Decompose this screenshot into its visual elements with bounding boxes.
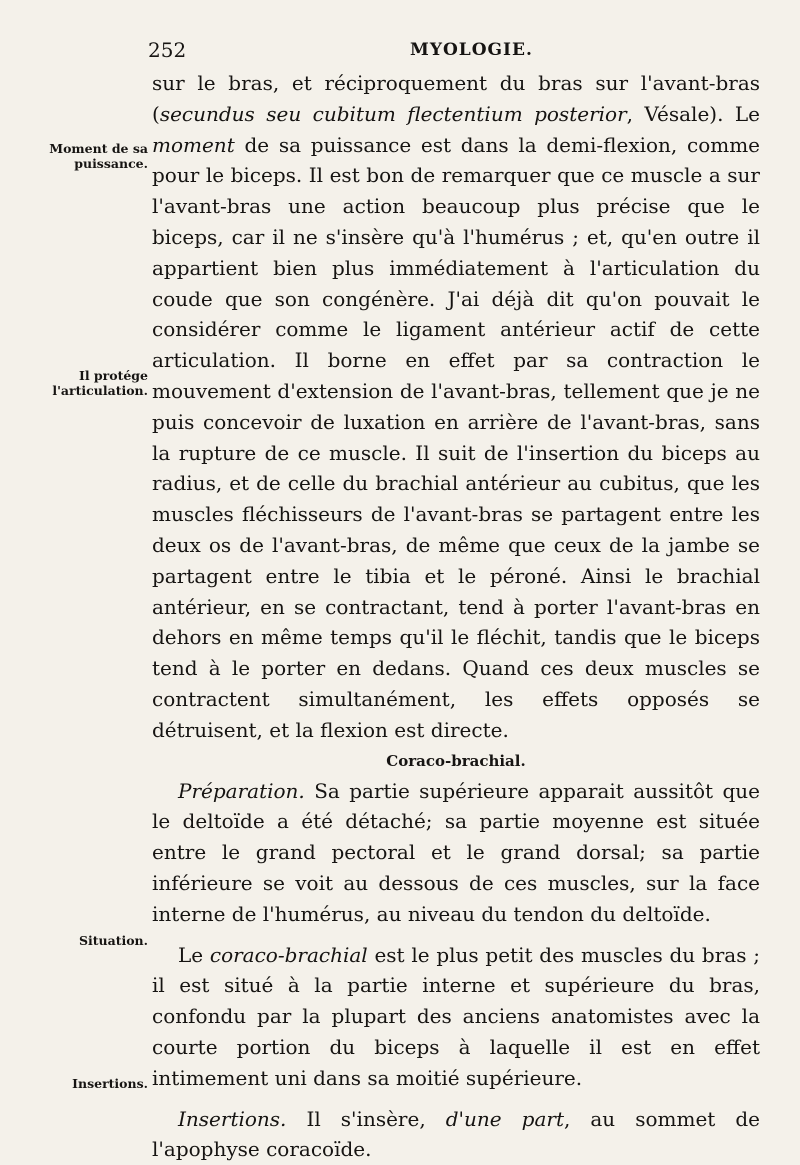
running-title: MYOLOGIE. xyxy=(410,40,533,60)
paragraph-preparation: Préparation. Sa partie supérieure apparait aussitôt que le deltoïde a été détaché; sa partie moyenne est située entre le grand pectoral et le grand dorsal; sa partie inférieure se voit au dessous de ces muscles, sur la face interne de l'humérus, au niveau du tendon du deltoïde. xyxy=(152,776,760,930)
section-heading: Coraco-brachial. xyxy=(152,746,760,776)
page-number: 252 xyxy=(148,38,186,62)
margin-note-protege: Il protége l'articulation. xyxy=(20,368,148,398)
margin-note-insertions: Insertions. xyxy=(20,1076,148,1091)
running-header xyxy=(148,38,728,62)
margin-note-moment: Moment de sa puissance. xyxy=(20,141,148,171)
paragraph-situation: Le coraco-brachial est le plus petit des muscles du bras ; il est situé à la partie interne et supérieure du bras, confondu par la plupart des anciens anatomistes avec la courte portion du biceps à laquelle il est en effet intimement uni dans sa moitié supérieure. xyxy=(152,940,760,1094)
margin-note-situation: Situation. xyxy=(20,933,148,948)
paragraph-insertions: Insertions. Il s'insère, d'une part, au sommet de l'apophyse coracoïde. xyxy=(152,1104,760,1165)
paragraph-brachial-action: sur le bras, et réciproquement du bras sur l'avant-bras (secundus seu cubitum flectentium posterior, Vésale). Le moment de sa puissance est dans la demi-flexion, comme pour le biceps. Il est bon de remarquer que ce muscle a sur l'avant-bras une action beaucoup plus précise que le biceps, car il ne s'insère qu'à l'humérus ; et, qu'en outre il appartient bien plus immédiatement à l'articulation du coude que son congénère. J'ai déjà dit qu'on pouvait le considérer comme le ligament antérieur actif de cette articulation. Il borne en effet par sa contraction le mouvement d'extension de l'avant-bras, tellement que je ne puis concevoir de luxation en arrière de l'avant-bras, sans la rupture de ce muscle. Il suit de l'insertion du biceps au radius, et de celle du brachial antérieur au cubitus, que les muscles fléchisseurs de l'avant-bras se partagent entre les deux os de l'avant-bras, de même que ceux de la jambe se partagent entre le tibia et le péroné. Ainsi le brachial antérieur, en se contractant, tend à porter l'avant-bras en dehors en même temps qu'il le fléchit, tandis que le biceps tend à le porter en dedans. Quand ces deux muscles se contractent simultanément, les effets opposés se détruisent, et la flexion est directe. xyxy=(152,68,760,746)
main-text xyxy=(152,68,760,1165)
